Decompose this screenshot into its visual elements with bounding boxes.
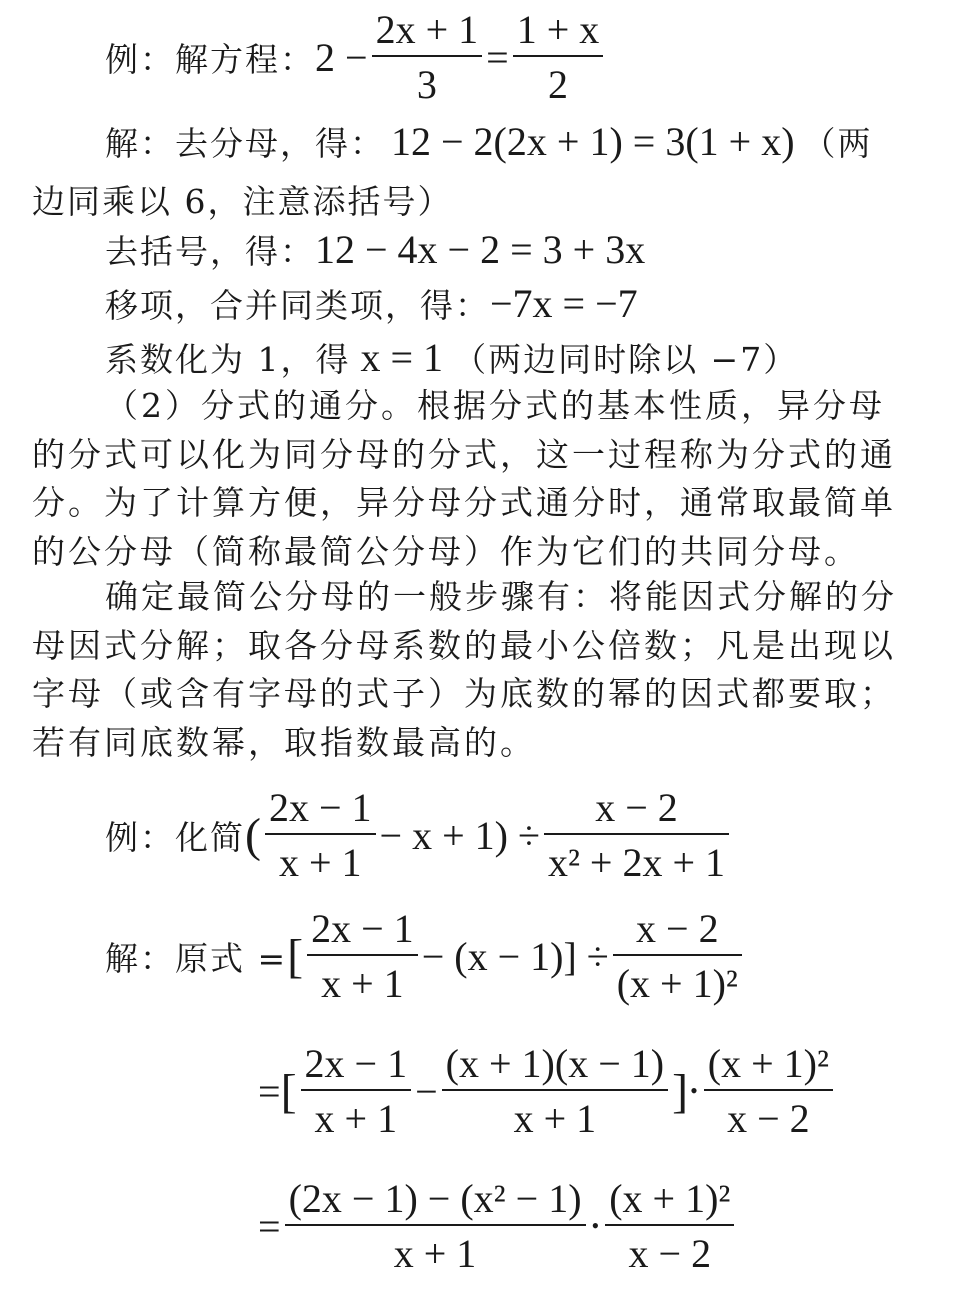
- example2-middle: − x + 1) ÷: [379, 812, 540, 858]
- frac-denominator: x − 2: [727, 1096, 810, 1141]
- minus-sign: −: [415, 1068, 438, 1114]
- solution2-step1-middle: − (x − 1)] ÷: [421, 933, 609, 979]
- open-bracket: [: [280, 1064, 297, 1118]
- paragraph-common-denominator: （2）分式的通分。根据分式的基本性质，异分母的分式可以化为同分母的分式，这一过程称为分式的通分。为了计算方便，异分母分式通分时，通常取最简单的公分母（简称最简公分母）作为它们的共同分母。: [32, 386, 896, 571]
- step-label: 系数化为 1，得: [105, 340, 351, 379]
- frac-denominator: 3: [416, 62, 437, 107]
- solution2-step2-frac1: [301, 1040, 412, 1142]
- step-label: 去括号，得：: [105, 232, 315, 271]
- paragraph-lcd-steps: 确定最简公分母的一般步骤有：将能因式分解的分母因式分解；取各分母系数的最小公倍数；凡是出现以字母（或含有字母的式子）为底数的幂的因式都要取；若有同底数幂，取指数最高的。: [32, 577, 897, 762]
- frac-numerator: (x + 1)²: [707, 1041, 829, 1086]
- example2-frac1: [265, 784, 376, 886]
- solution2-step1: [105, 905, 746, 1007]
- solution2-step3-frac1: [285, 1175, 586, 1277]
- frac-numerator: 2x − 1: [311, 906, 414, 951]
- frac-denominator: x + 1: [278, 840, 362, 885]
- example1-lead: 例：解方程：: [105, 39, 315, 79]
- solution1-equation1: 12 − 2(2x + 1) = 3(1 + x): [391, 119, 795, 164]
- solution2-step2-frac3: [704, 1040, 833, 1142]
- solution2-step2-frac2: [442, 1040, 668, 1142]
- equals-sign: =: [486, 34, 509, 80]
- close-bracket: ]: [672, 1064, 689, 1118]
- frac-numerator: x − 2: [595, 785, 678, 830]
- solution2-step2: [258, 1040, 837, 1142]
- example1-line: [105, 6, 607, 108]
- example1-frac-left: [372, 6, 483, 108]
- frac-denominator: x + 1: [321, 961, 404, 1006]
- example2-lead: 例：化简: [105, 817, 245, 857]
- solution2-step3-frac2: [605, 1175, 734, 1277]
- frac-numerator: (x + 1)(x − 1): [445, 1041, 665, 1086]
- open-bracket: [: [287, 929, 304, 983]
- frac-numerator: (x + 1)²: [609, 1176, 731, 1221]
- frac-denominator: x + 1: [513, 1096, 597, 1141]
- solution2-step1-frac1: [307, 905, 418, 1007]
- open-paren: (: [245, 808, 261, 862]
- solution1-line5: [105, 334, 798, 381]
- frac-denominator: (x + 1)²: [616, 961, 738, 1006]
- example2-frac2: [544, 784, 729, 886]
- solution1-equation2: 12 − 4x − 2 = 3 + 3x: [315, 227, 646, 272]
- frac-numerator: (2x − 1) − (x² − 1): [288, 1176, 582, 1221]
- frac-numerator: 2x − 1: [268, 785, 372, 830]
- equals-sign: =: [258, 1203, 281, 1249]
- step-note: （两边同时除以 −7）: [453, 340, 799, 379]
- solution1-line3: [105, 226, 645, 273]
- solution1-line4: [105, 280, 638, 327]
- frac-denominator: x² + 2x + 1: [547, 840, 726, 885]
- solution1-result: x = 1: [360, 335, 444, 380]
- frac-denominator: x − 2: [628, 1231, 712, 1276]
- frac-numerator: x − 2: [636, 906, 719, 951]
- step-label: 移项，合并同类项，得：: [105, 286, 490, 325]
- frac-denominator: x + 1: [393, 1231, 477, 1276]
- multiply-dot: •: [690, 1078, 698, 1103]
- solution2-step1-frac2: [613, 905, 742, 1007]
- example1-frac-right: [513, 6, 604, 108]
- frac-denominator: 2: [547, 62, 568, 107]
- solution1-lead: 解：去分母，得：: [105, 124, 385, 163]
- solution1-line1: [105, 118, 873, 165]
- equals-sign: =: [258, 1068, 281, 1114]
- solution1-note-start: （两: [802, 124, 873, 163]
- solution2-step3: [258, 1175, 738, 1277]
- example2-line: [105, 784, 733, 886]
- example1-lhs: 2 −: [315, 34, 368, 80]
- solution2-lead: 解：原式 =: [105, 938, 288, 978]
- frac-numerator: 1 + x: [516, 7, 600, 52]
- solution1-line2: 边同乘以 6，注意添括号）: [32, 182, 453, 221]
- multiply-dot: •: [591, 1213, 600, 1238]
- frac-numerator: 2x + 1: [375, 7, 479, 52]
- frac-numerator: 2x − 1: [304, 1041, 408, 1086]
- solution1-equation3: −7x = −7: [490, 281, 638, 326]
- frac-denominator: x + 1: [314, 1096, 398, 1141]
